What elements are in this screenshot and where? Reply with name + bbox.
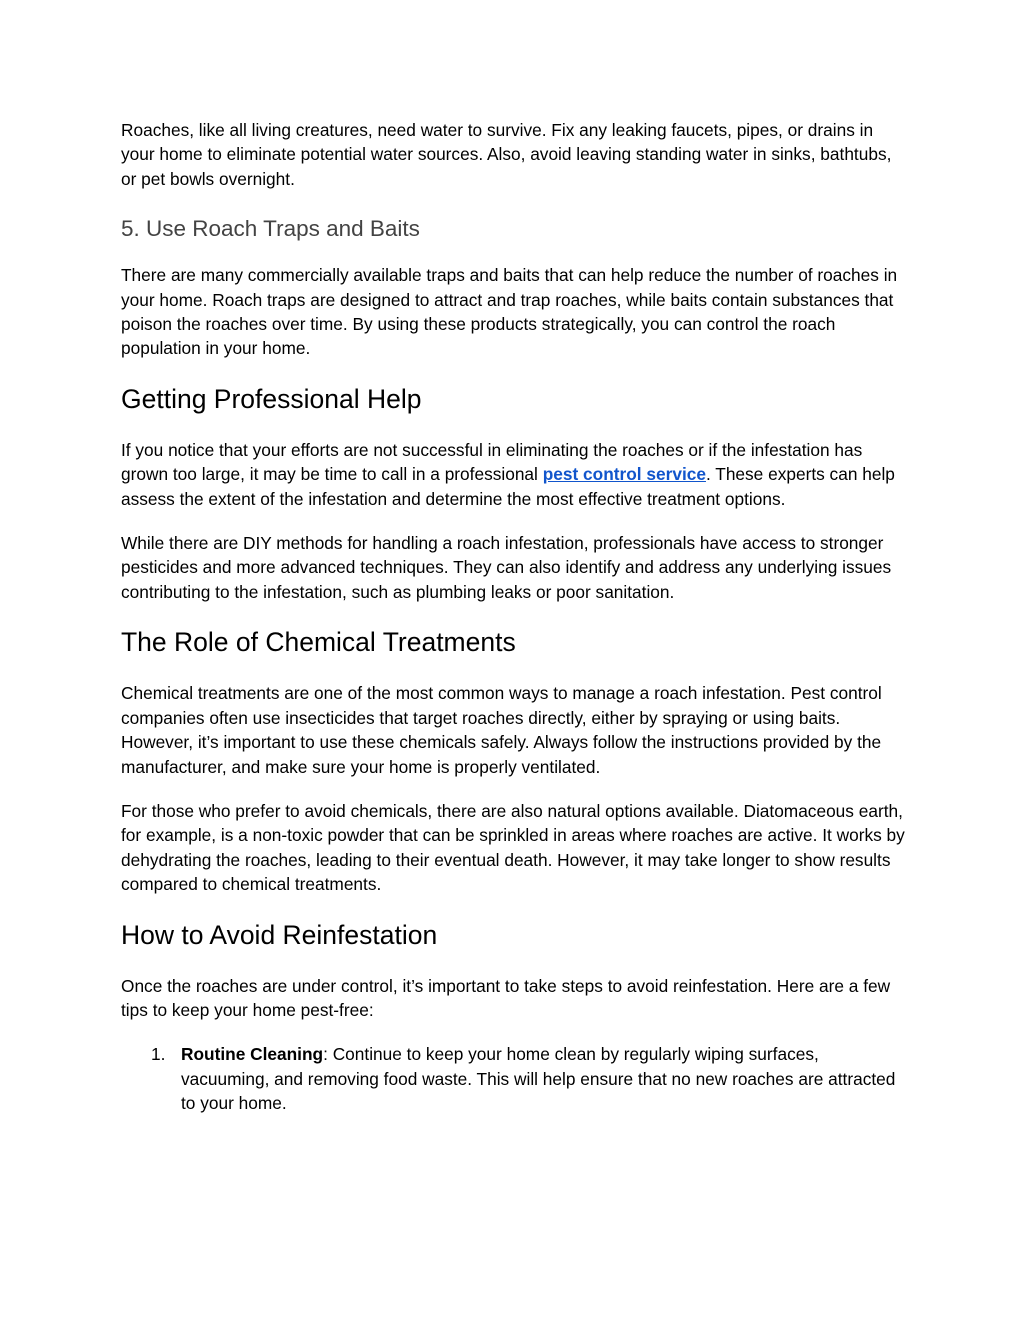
- professional-heading: Getting Professional Help: [121, 383, 422, 414]
- professional-paragraph-2: While there are DIY methods for handling a roach infestation, professionals have access to stronger pesticides and more advanced techniques. They can also identify and address any underlying issues contributing to the infestation, such as plumbing leaks or poor sanitation.: [121, 533, 892, 602]
- traps-heading: 5. Use Roach Traps and Baits: [121, 216, 420, 242]
- chemical-paragraph-2: For those who prefer to avoid chemicals, there are also natural options available. Diatomaceous earth, for example, is a non-toxic powder that can be sprinkled in areas where roaches are active. It works by dehydrating the roaches, leading to their eventual death. However, it may take longer to show results compared to chemical treatments.: [121, 800, 905, 895]
- tips-list: [121, 1042, 911, 1115]
- professional-paragraph-1-end: . These experts can help assess the extent of the infestation and determine the most effective treatment options.: [121, 464, 895, 509]
- pest-control-service-link[interactable]: pest control service: [542, 464, 706, 485]
- list-item-title: Routine Cleaning: [181, 1044, 324, 1065]
- list-item-text: : Continue to keep your home clean by regularly wiping surfaces, vacuuming, and removing food waste. This will help ensure that no new roaches are attracted to your home.: [181, 1044, 896, 1114]
- professional-paragraph-1: [121, 438, 911, 511]
- chemical-heading: The Role of Chemical Treatments: [121, 627, 516, 658]
- intro-paragraph: Roaches, like all living creatures, need water to survive. Fix any leaking faucets, pipes, or drains in your home to eliminate potential water sources. Also, avoid leaving standing water in sinks, bathtubs, or pet bowls overnight.: [121, 120, 892, 189]
- list-item: [121, 1042, 911, 1115]
- professional-paragraph-1-start: If you notice that your efforts are not successful in eliminating the roaches or if the infestation has grown too large, it may be time to call in a professional: [121, 439, 863, 485]
- reinfestation-paragraph: Once the roaches are under control, it’s important to take steps to avoid reinfestation. Here are a few tips to keep your home pest-free:: [121, 975, 891, 1020]
- traps-paragraph: There are many commercially available traps and baits that can help reduce the number of roaches in your home. Roach traps are designed to attract and trap roaches, while baits contain substances that poison the roaches over time. By using these products strategically, you can control the roach population in your home.: [121, 265, 898, 359]
- list-item-number: 1.: [151, 1044, 166, 1065]
- document-page: [121, 118, 911, 1116]
- chemical-paragraph-1: Chemical treatments are one of the most common ways to manage a roach infestation. Pest control companies often use insecticides that target roaches directly, either by spraying or using baits. However, it’s important to use these chemicals safely. Always follow the instructions provided by the manufacturer, and make sure your home is properly ventilated.: [121, 683, 882, 777]
- reinfestation-heading: How to Avoid Reinfestation: [121, 919, 438, 950]
